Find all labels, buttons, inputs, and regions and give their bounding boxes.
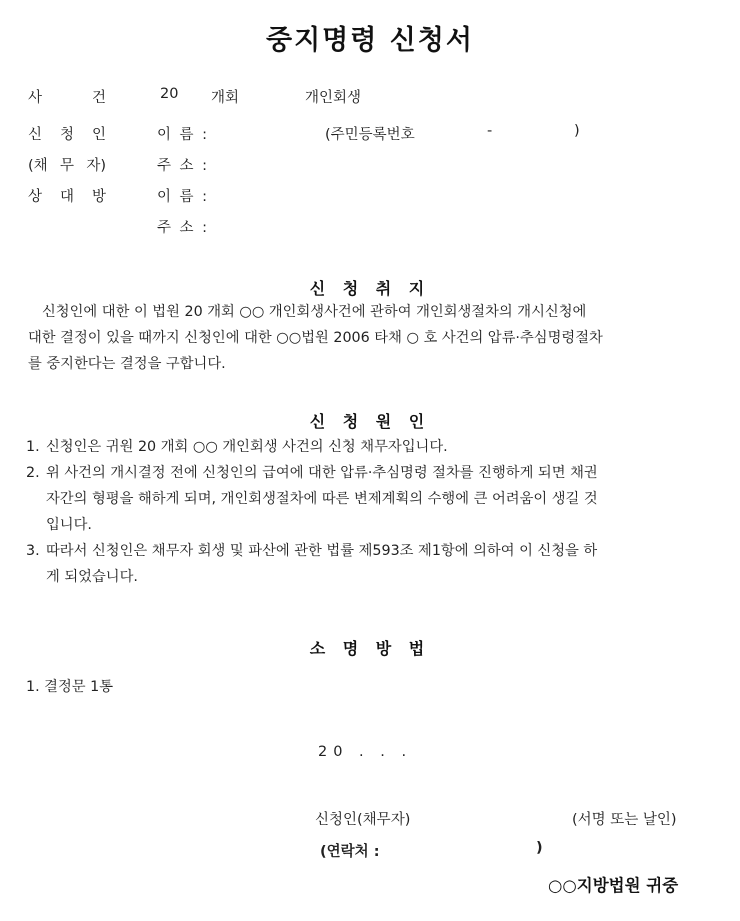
applicant-id-label: (주민등록번호 (325, 127, 415, 143)
reason-3-line-1: 따라서 신청인은 채무자 회생 및 파산에 관한 법률 제593조 제1항에 의하여 이 신청을 하 (46, 543, 598, 559)
reason-2-line-2: 자간의 형평을 해하게 되며, 개인회생절차에 따른 변제계획의 수행에 큰 어려움이 생길 것 (46, 491, 598, 507)
applicant-label: 신 청 인 (28, 127, 106, 143)
evidence-item-1: 1. 결정문 1통 (26, 679, 114, 695)
purpose-line-1: 신청인에 대한 이 법원 20 개회 ○○ 개인회생사건에 관하여 개인회생절차의 개시신청에 (42, 304, 587, 320)
case-name: 개인회생 (305, 90, 362, 106)
applicant-id-close: ) (574, 123, 580, 139)
applicant-address-label: 주 소 : (157, 158, 207, 174)
reason-3-num: 3. (26, 543, 40, 559)
reasons-heading: 신 청 원 인 (309, 412, 431, 431)
signature-applicant: 신청인(채무자) (315, 812, 411, 828)
purpose-heading: 신 청 취 지 (309, 279, 431, 298)
applicant-name-label: 이 름 : (157, 127, 207, 143)
case-year-prefix: 20 (160, 86, 179, 102)
contact-close: ) (536, 840, 543, 856)
court-name: ○○지방법원 귀중 (548, 876, 679, 895)
date-line: 20 . . . (318, 744, 413, 760)
applicant-id-dash: - (487, 123, 493, 139)
reason-2-num: 2. (26, 465, 40, 481)
counterparty-address-label: 주 소 : (157, 220, 207, 236)
case-label: 사 건 (28, 90, 106, 106)
document-title: 중지명령 신청서 (266, 25, 474, 56)
reason-1-num: 1. (26, 439, 40, 455)
reason-2-line-1: 위 사건의 개시결정 전에 신청인의 급여에 대한 압류·추심명령 절차를 진행하게 되면 채권 (46, 465, 598, 481)
evidence-heading: 소 명 방 법 (309, 639, 431, 658)
reason-3-line-2: 게 되었습니다. (46, 569, 138, 585)
reason-1-line-1: 신청인은 귀원 20 개회 ○○ 개인회생 사건의 신청 채무자입니다. (46, 439, 448, 455)
purpose-line-2: 대한 결정이 있을 때까지 신청인에 대한 ○○법원 2006 타채 ○ 호 사건의 압류·추심명령절차 (28, 330, 603, 346)
reason-2-line-3: 입니다. (46, 517, 92, 533)
contact-label: (연락처 : (320, 844, 380, 860)
case-type: 개회 (211, 90, 240, 106)
purpose-line-3: 를 중지한다는 결정을 구합니다. (28, 356, 226, 372)
applicant-sub-label: (채 무 자) (28, 158, 106, 174)
signature-seal: (서명 또는 날인) (572, 812, 677, 828)
counterparty-name-label: 이 름 : (157, 189, 207, 205)
counterparty-label: 상 대 방 (28, 189, 106, 205)
